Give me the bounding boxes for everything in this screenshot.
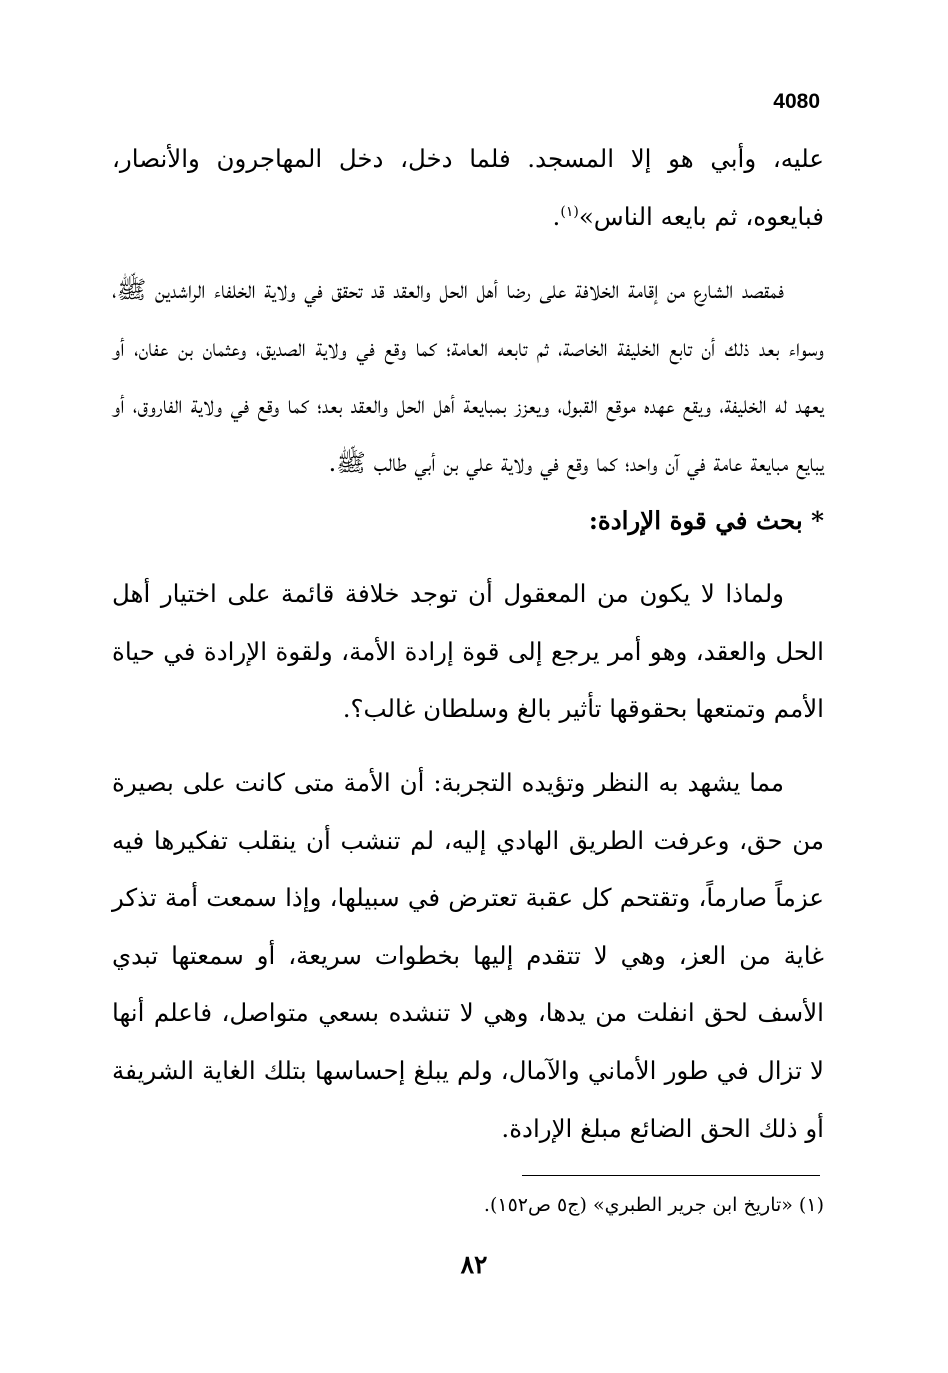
page-number-bottom: ٨٢ — [460, 1250, 488, 1279]
footnote-divider — [522, 1175, 820, 1176]
paragraph: فمقصد الشارع من إقامة الخلافة على رضا أهل الحل والعقد قد تحقق في ولاية الخلفاء الراشدين ﷺ، وسواء بعد ذلك أن تابع الخليفة الخاصة، ثم تابعه العامة؛ كما وقع في ولاية الصديق، وعثمان بن عفان، أو يعهد له الخليفة، ويقع عهده موقع القبول، ويعزز بمبايعة أهل الحل والعقد بعد؛ كما وقع في ولاية الفاروق، أو يبايع مبايعة عامة في آن واحد؛ كما وقع في ولاية علي بن أبي طالب ﷺ. — [112, 275, 824, 477]
section-heading: * بحث في قوة الإرادة: — [588, 505, 824, 535]
paragraph-continuation — [112, 130, 824, 245]
footnote-reference: (١) — [560, 203, 579, 220]
main-text — [112, 130, 824, 1157]
footnote: (١) «تاريخ ابن جرير الطبري» (ج٥ ص١٥٢). — [483, 1194, 824, 1216]
paragraph: ولماذا لا يكون من المعقول أن توجد خلافة قائمة على اختيار أهل الحل والعقد، وهو أمر يرجع إلى قوة إرادة الأمة، ولقوة الإرادة في حياة الأمم وتمتعها بحقوقها تأثير بالغ وسلطان غالب؟. — [112, 579, 824, 724]
paragraph: مما يشهد به النظر وتؤيده التجربة: أن الأمة متى كانت على بصيرة من حق، وعرفت الطريق الهادي إليه، لم تنشب أن ينقلب تفكيرها فيه عزماً صارماً، وتقتحم كل عقبة تعترض في سبيلها، وإذا سمعت أمة تذكر غاية من العز، وهي لا تتقدم إليها بخطوات سريعة، أو سمعتها تبدي الأسف لحق انفلت من يدها، وهي لا تنشده بسعي متواصل، فاعلم أنها لا تزال في طور الأماني والآمال، ولم يبلغ إحساسها بتلك الغاية الشريفة أو ذلك الحق الضائع مبلغ الإرادة. — [112, 767, 824, 1143]
page-number-top: 4080 — [773, 90, 820, 113]
paragraph-tail: . — [552, 201, 561, 231]
paragraph-text: عليه، وأبي هو إلا المسجد. فلما دخل، دخل المهاجرون والأنصار، فبايعوه، ثم بايعه الناس» — [112, 144, 824, 231]
